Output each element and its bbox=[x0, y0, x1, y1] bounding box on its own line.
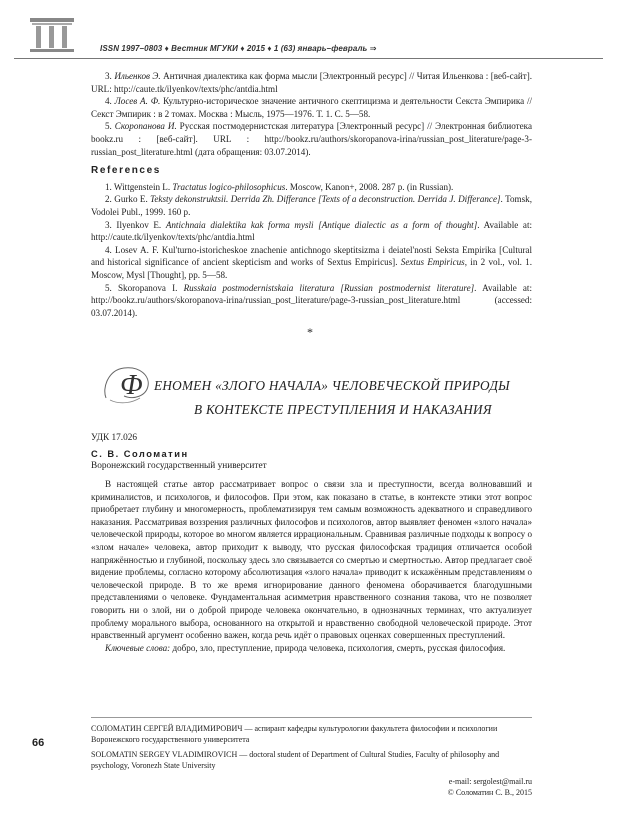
journal-header-text: ISSN 1997–0803 ♦ Вестник МГУКИ ♦ 2015 ♦ 1 (63) январь–февраль ⇒ bbox=[100, 44, 377, 53]
reference-en-5: 5. Skoropanova I. Russkaia postmodernistskaia literatura [Russian postmodernist literature]. Available at: http://bookz.ru/authors/skoropanova-irina/russian_post_literature/page-3-russian_post_literature.html (accessed: 03.07.2014). bbox=[91, 282, 532, 318]
footnote-divider bbox=[91, 717, 532, 718]
reference-ru-3: 3. Ильенков Э. Античная диалектика как форма мысли [Электронный ресурс] // Читая Ильенкова : [веб-сайт]. URL: http://caute.tk/ilyenkov/texts/phc/antdia.html bbox=[91, 71, 533, 94]
author-email: e-mail: sergolest@mail.ru bbox=[448, 777, 532, 786]
title-initial: Ф bbox=[120, 370, 143, 401]
page-number: 66 bbox=[32, 737, 45, 749]
running-header bbox=[0, 14, 617, 62]
reference-en-1: 1. Wittgenstein L. Tractatus logico-philosophicus. Moscow, Kanon+, 2008. 287 p. (in Russian). bbox=[105, 181, 454, 192]
udk-code: УДК 17.026 bbox=[91, 433, 138, 443]
references-section bbox=[91, 70, 532, 319]
author-note-en: SOLOMATIN SERGEY VLADIMIROVICH — doctoral student of Department of Cultural Studies, Faculty of philosophy and psychology, Voronezh State University bbox=[91, 750, 500, 770]
references-heading: References bbox=[91, 165, 161, 177]
author-affiliation: Воронежский государственный университет bbox=[91, 461, 267, 471]
abstract-text: В настоящей статье автор рассматривает вопрос о связи зла и преступности, всегда волновавший и криминалистов, и психологов, и философов. При этом, как показано в статье, в контексте этики этот вопрос приобретает глубину и многомерность, проблематизируя тем самым возможность адекватного и справедливого наказания. Рассматривая воззрения различных философов и психологов, автор выявляет феномен «злого начала» человеческой природы, которое во многом является иррациональным. Сравнивая различные подходы к вопросу о «злом начале» человека, автор приходит к выводу, что русская философская традиция отличается особой напряжённостью и глубиной, поскольку здесь зло связывается со смертью и смертностью. Автор предлагает своё видение проблемы, согласно которому абсолютизация «злого начала» приводит к искажённым представлениям о человеческой природе. В то же время игнорирование данного феномена оборачивается благодушными представлениями о человеке. Фундаментальная асимметрия нравственного сознания такова, что не позволяет говорить ни о злой, ни о доброй природе человека окончательно, в однозначных терминах, что актуализует проблему морального выбора, основанного на открытой и нравственно свободной человеческой природе. Этот нравственный аргумент особенно важен, когда речь идёт о правовых оценках совершенных преступлений. bbox=[91, 479, 532, 641]
header-divider bbox=[14, 58, 603, 59]
copyright: © Соломатин С. В., 2015 bbox=[447, 787, 532, 797]
reference-ru-5: 5. Скоропанова И. Русская постмодернистская литература [Электронный ресурс] // Электронная библиотека bookz.ru : [веб-сайт]. URL : http://bookz.ru/authors/skoropanova-irina/russian_post_literature/page-3-russian_post_literature.html (дата обращения: 03.07.2014). bbox=[91, 121, 532, 157]
contact-info bbox=[448, 777, 532, 798]
section-separator: * bbox=[307, 325, 313, 339]
reference-en-3: 3. Ilyenkov E. Antichnaia dialektika kak forma mysli [Antique dialectic as a form of thought]. Available at: http://caute.tk/ilyenkov/texts/phc/antdia.html bbox=[91, 219, 532, 243]
reference-en-4: 4. Losev A. F. Kul'turno-istoricheskoe znachenie antichnogo skeptitsizma i deiatel'nosti Seksta Empirika [Cultural and historical significance of ancient skepticism and works of Sextus Empiricus]. Sextus Empiricus, in 2 vol., vol. 1. Moscow, Mysl [Thought], pp. 5—58. bbox=[91, 244, 532, 280]
title-line-1: ЕНОМЕН «ЗЛОГО НАЧАЛА» ЧЕЛОВЕЧЕСКОЙ ПРИРОДЫ bbox=[154, 378, 510, 393]
ornamental-initial-icon bbox=[100, 360, 156, 406]
columns-logo-icon bbox=[28, 14, 76, 54]
reference-en-2: 2. Gurko E. Teksty dekonstruktsii. Derrida Zh. Differance [Texts of a deconstruction. Derrida J. Differance]. Tomsk, Vodolei Publ., 1999. 160 p. bbox=[91, 194, 532, 217]
author-note-ru: СОЛОМАТИН СЕРГЕЙ ВЛАДИМИРОВИЧ — аспирант кафедры культурологии факультета философии и психологии Воронежского государственного университета bbox=[91, 724, 498, 744]
reference-ru-4: 4. Лосев А. Ф. Культурно-историческое значение античного скептицизма и деятельности Секста Эмпирика // Секст Эмпирик : в 2 томах. Москва : Мысль, 1975—1976. Т. 1. С. 5—58. bbox=[91, 96, 532, 119]
keywords: Ключевые слова: добро, зло, преступление, природа человека, психология, смерть, русская философия. bbox=[105, 642, 506, 653]
abstract bbox=[91, 478, 532, 654]
title-line-2: В КОНТЕКСТЕ ПРЕСТУПЛЕНИЯ И НАКАЗАНИЯ bbox=[194, 402, 492, 417]
author-name: С. В. Соломатин bbox=[91, 449, 189, 459]
